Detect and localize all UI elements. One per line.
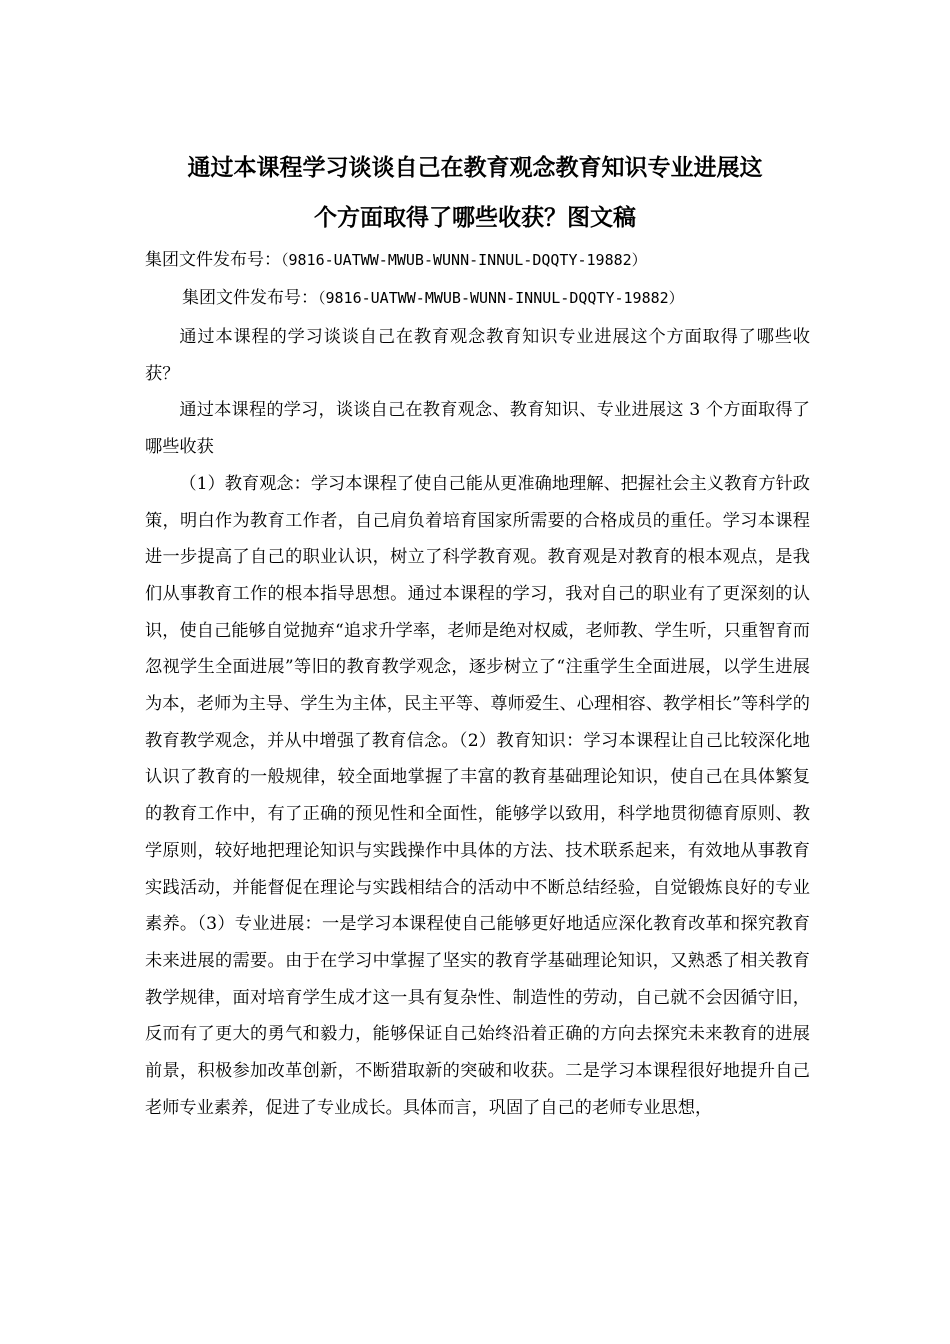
release-label-1: 集团文件发布号：	[145, 250, 281, 270]
document-title-line-1: 通过本课程学习谈谈自己在教育观念教育知识专业进展这	[187, 155, 763, 181]
body-paragraph: （1）教育观念：学习本课程了使自己能从更准确地理解、把握社会主义教育方针政策，明白作为教育工作者，自己肩负着培育国家所需要的合格成员的重任。学习本课程进一步提高了自己的职业认识，树立了科学教育观。教育观是对教育的根本观点，是我们从事教育工作的根本指导思想。通过本课程的学习，我对自己的职业有了更深刻的认识，使自己能够自觉抛弃“追求升学率，老师是绝对权威，老师教、学生听，只重智育而忽视学生全面进展”等旧的教育教学观念，逐步树立了“注重学生全面进展，以学生进展为本，老师为主导、学生为主体，民主平等、尊师爱生、心理相容、教学相长”等科学的教育教学观念，并从中增强了教育信念。（2）教育知识：学习本课程让自己比较深化地认识了教育的一般规律，较全面地掌握了丰富的教育基础理论知识，使自己在具体繁复的教育工作中，有了正确的预见性和全面性，能够学以致用，科学地贯彻德育原则、教学原则，较好地把理论知识与实践操作中具体的方法、技术联系起来，有效地从事教育实践活动，并能督促在理论与实践相结合的活动中不断总结经验，自觉锻炼良好的专业素养。（3）专业进展：一是学习本课程使自己能够更好地适应深化教育改革和探究教育未来进展的需要。由于在学习中掌握了坚实的教育学基础理论知识，又熟悉了相关教育教学规律，面对培育学生成才这一具有复杂性、制造性的劳动，自己就不会因循守旧，反而有了更大的勇气和毅力，能够保证自己始终沿着正确的方向去探究未来教育的进展前景，积极参加改革创新，不断猎取新的突破和收获。二是学习本课程很好地提升自己老师专业素养，促进了专业成长。具体而言，巩固了自己的老师专业思想，	[145, 473, 810, 1118]
body-paragraph: 通过本课程的学习谈谈自己在教育观念教育知识专业进展这个方面取得了哪些收获？	[145, 327, 810, 384]
release-label-2: 集团文件发布号：	[182, 288, 318, 308]
release-number-line-1	[145, 249, 647, 271]
document-title-line-2: 个方面取得了哪些收获？图文稿	[314, 205, 636, 231]
release-code-1: （9816-UATWW-MWUB-WUNN-INNUL-DQQTY-19882）	[281, 251, 647, 269]
release-number-line-2	[182, 287, 684, 309]
document-body	[145, 319, 810, 1126]
release-code-2: （9816-UATWW-MWUB-WUNN-INNUL-DQQTY-19882）	[318, 289, 684, 307]
body-paragraph: 通过本课程的学习，谈谈自己在教育观念、教育知识、专业进展这 3 个方面取得了哪些收获	[145, 400, 810, 458]
